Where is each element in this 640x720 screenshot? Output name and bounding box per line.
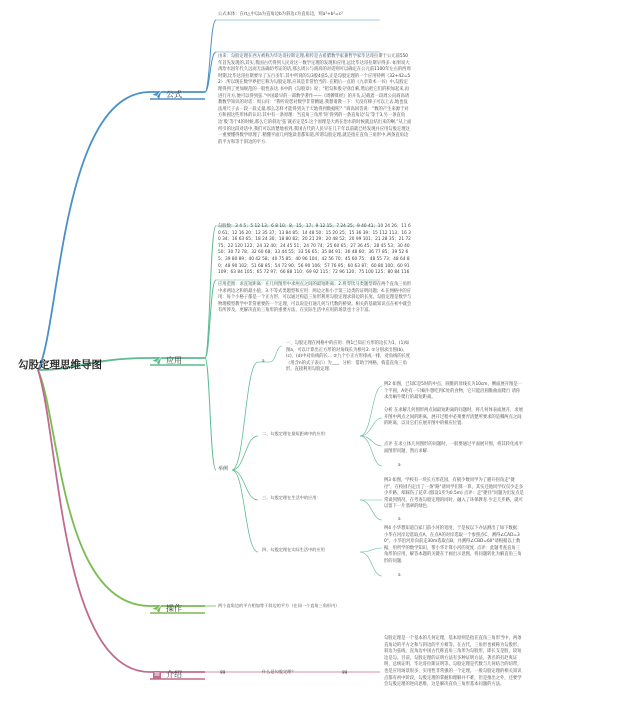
paper-plane-icon xyxy=(152,599,162,618)
branch-operate-label: 操作 xyxy=(166,604,182,613)
item2-marker: a xyxy=(398,462,401,467)
intro-tag-1: gg xyxy=(220,669,226,674)
branch-apply[interactable] xyxy=(152,351,182,370)
connector-formula xyxy=(38,92,205,370)
formula-statement: 公式本体：在rt△中以a为直角边b为斜边c为直角边，则a²+b²=c² xyxy=(218,12,343,17)
connector-operate xyxy=(38,370,205,606)
item3-label: 三、勾股定理在生活中的应用： xyxy=(262,495,321,500)
paper-plane-icon xyxy=(152,351,162,370)
item4-text: 例4 小华想知道自家门前小河的宽度，于是按以下办法测出了如下数据：小华在河岸边选取点A，在点A的对岸选取一个参照点C，测得∠CAD=30°，小华沿河岸向前走30m选取点B，并测得∠CBD=60°请根据以上数据，用所学的数学知识，帮小华计算小河的宽度. 点评：此题考查直角三角形的应用，解答本题的关键在于画出示意图，将问题转化为解直角三角形的问题. xyxy=(384,526,522,564)
branch-formula-label: 公式 xyxy=(166,90,182,99)
item3-marker: a xyxy=(398,516,401,521)
branch-intro[interactable] xyxy=(152,665,182,684)
book-icon xyxy=(152,665,162,684)
item2-analysis: 分析 在求解几何图形两点间最短距离的问题时，将几何体表面展开，求展开图中两点之间的距离，展开过程中必须要弄清楚所要求的是哪两点之间的距离，以及它们在展开图中的相应位置. xyxy=(384,408,523,427)
item2-example: 例2 如图，已知C是5时的中点，圆锥的母线长为10cm，侧面展开图是一个半圆，A处有一只蜗牛想吃到C处的食物，它只能沿圆锥曲面爬行 请你求出蜗牛爬行的最短距离。 xyxy=(384,382,522,401)
operate-text: 两个直角边的平方相加等于斜边的平方（在同一个直角三角形内） xyxy=(218,603,340,608)
connector-intro xyxy=(38,370,205,672)
item1-text: 一、勾股定理在网格中的应用：例1已知正方形的边长为1，(1)如图a，可以计算出正方形的对角线长为根号2. ①分别求出图(b)、(c)、(d)中对角线的长... ②九个小正方形排成一排，对角线的长度（用含n的式子表示）为___，分析：借助于网格，构造直角三角形，直接利用勾股定理. xyxy=(286,341,411,373)
item2-comment: 点评 在求立体几何图形的问题时，一般要通过平面展开图，将其转化成平面图形问题，然后求解. xyxy=(384,442,523,454)
root-title: 勾股定理思维导图 xyxy=(18,359,102,371)
branch-formula[interactable] xyxy=(152,85,182,104)
item4-label: 四、勾股定理在实际生活中的应用 xyxy=(262,547,325,552)
item2-label: 二、勾股定理在最短距离中的应用： xyxy=(262,431,330,436)
intro-text: 勾股定理是一个基本的几何定理，基本原则是指在直角三角形当中，两条直角边的平方之和与斜边的平方相等。在古代，三角形也被称为勾股形，斜边为弦线，直角边中国古代称直角三角形为勾股形，即长支是股，较短边是勾。目前，勾股定理的证明方法有多种证明方法，著名的有赵爽证明、总统证明、毕达哥拉斯证明等。勾股定理是代数与几何结合的纽带，也是应用场景很多，实用性非常强的一个定理。一般勾股定理的相关知识点都有初中阶段，勾股定理的掌握和理解并不难，但是推出之外，还要学会勾股定理的逆向思维，这是解决直角三角形基本问题的方法。 xyxy=(384,636,522,688)
paper-plane-icon xyxy=(152,85,162,104)
item3-text: 例3 如图，学校有一块长方形花园，有极少数同学为了避开拐角走"捷径"，在校园内走出了一条"路"请同学们算一算，其实还他同学仅仅少走多少步路，却踩伤了花草.(假设1步为0.5m) 点评：走"捷径"问题为出发点是常谈到情况，在考查勾股定理的同时，融入了环保教育.少走几步路，就可以留下一片翡翠的绿色. xyxy=(384,478,524,510)
branch-operate[interactable] xyxy=(152,599,182,618)
branch-intro-label: 介绍 xyxy=(166,670,182,679)
formula-origin: 由来：勾股定理在西方被称为毕达哥拉斯定理,相传是古希腊数学家兼哲学家毕达哥拉斯于公元前550年首先发现的,其实,我国古代得到人民对这一数学定理的发现和应用,远比毕达哥拉斯早得多. 如果说大禹治水因年代久远而无法确切考证的话,那么周公与商高的对话则可以确定在公元前1100年左右的西周时期,比毕达哥拉斯要早了五百多年.其中所说的勾3股4弦5,正是勾股定理的一个应用特例（32+42=52）.所以现在数学界把它称为勾股定理,应该是非常恰当的. 在稍后一点的《九章算术一书》中,勾股定理得到了更加规范的一般性表达.书中的《勾股章》说；“把勾和股分别自乘,然后把它们的积加起来,再进行开方,便可以得到弦.”中国最早的一部数学著作——《周髀算经》的开头,记载着一段周公向商高请教数学知识的对话：周公问：“我听说您对数学非常精通,我想请教一下：天没有梯子可以上去,地也没法用尺子去一段一段丈量,那么怎样才能得到关于天地得到数据呢？”商高回答说：“数的产生来源于对方和圆这些形体的认识.其中有一条原理：当直角三角形‘矩’得到的一条直角边‘勾’等于3,另一条直角边‘股’等于4的时候,那么它的斜边‘弦’就必定是5.这个原理是大禹在治水的时候就总结出来的啊.”从上面所引的这段对话中,我们可以清楚地看到,我国古代的人民早在几千年以前就已经发现并应用勾股定理这一重要懂得数学原理了.稍懂平面几何饱读者都知道,所谓勾股定理,就是指在直角三角形中,两条直角边的平方和等于斜边的平方. xyxy=(218,54,412,145)
intro-tag-2: gg xyxy=(342,669,348,674)
item4-marker: a xyxy=(398,572,401,577)
item1-marker: a xyxy=(262,358,265,363)
branch-apply-label: 应用 xyxy=(166,356,182,365)
example-label: 举例 xyxy=(218,466,229,472)
apply-usage: 应用范围：求直短距离：在几何图形中求两点之间的最短距离；2.将零饮马类题型即在两个直角三角形中求两边之和的最小值；3.不等式类题型和应用：两边之和小于第三边类的证明问题；4.在网格中的应用：每个小格子都是一个正方形，可以通过构造三角形利用勾股定理求斜边的长度。勾股定理是数学与物理模型教学中非常重要的一个定理，可以说是打通几何与代数的桥梁。相关的基础知识点在初中就会有所涉及，更解决直角三角形的重要方法，在实际生活中应用的场景也十分丰富。 xyxy=(218,282,412,314)
intro-question: 什么是勾股定理？ xyxy=(262,669,296,674)
apply-triples: 勾股数：3 4 5；5 12 13；6 8 10；8，15，17；9 12 15；7 24 25；9 40 41；10 24 26；11 60 61；12 16 20；12 35 37；13 84 85；14 48 50；15 20 25；15 36 39；15 112 113；16 30 34；16 63 65；18 24 30；18 80 82；20 21 29；20 48 52；20 99 101；21 28 35；21 72 75；22 120 122；24 32 40；24 45 51；24 70 74；25 60 65；27 36 45；28 45 53；30 40 50；30 72 78；32 60 68；33 44 55；33 56 65；35 84 91；36 48 60；36 77 85；39 52 65；39 80 89；40 42 58；40 75 85；40 96 104；42 56 70；45 60 75； 48 55 73；48 64 80；48 90 102；51 68 85；54 72 90；56 90 106；57 76 95；60 63 87；60 80 100；60 91 109；63 84 105；65 72 97；66 88 110；69 92 115；72 96 120；75 100 125；80 84 116 xyxy=(218,224,411,276)
